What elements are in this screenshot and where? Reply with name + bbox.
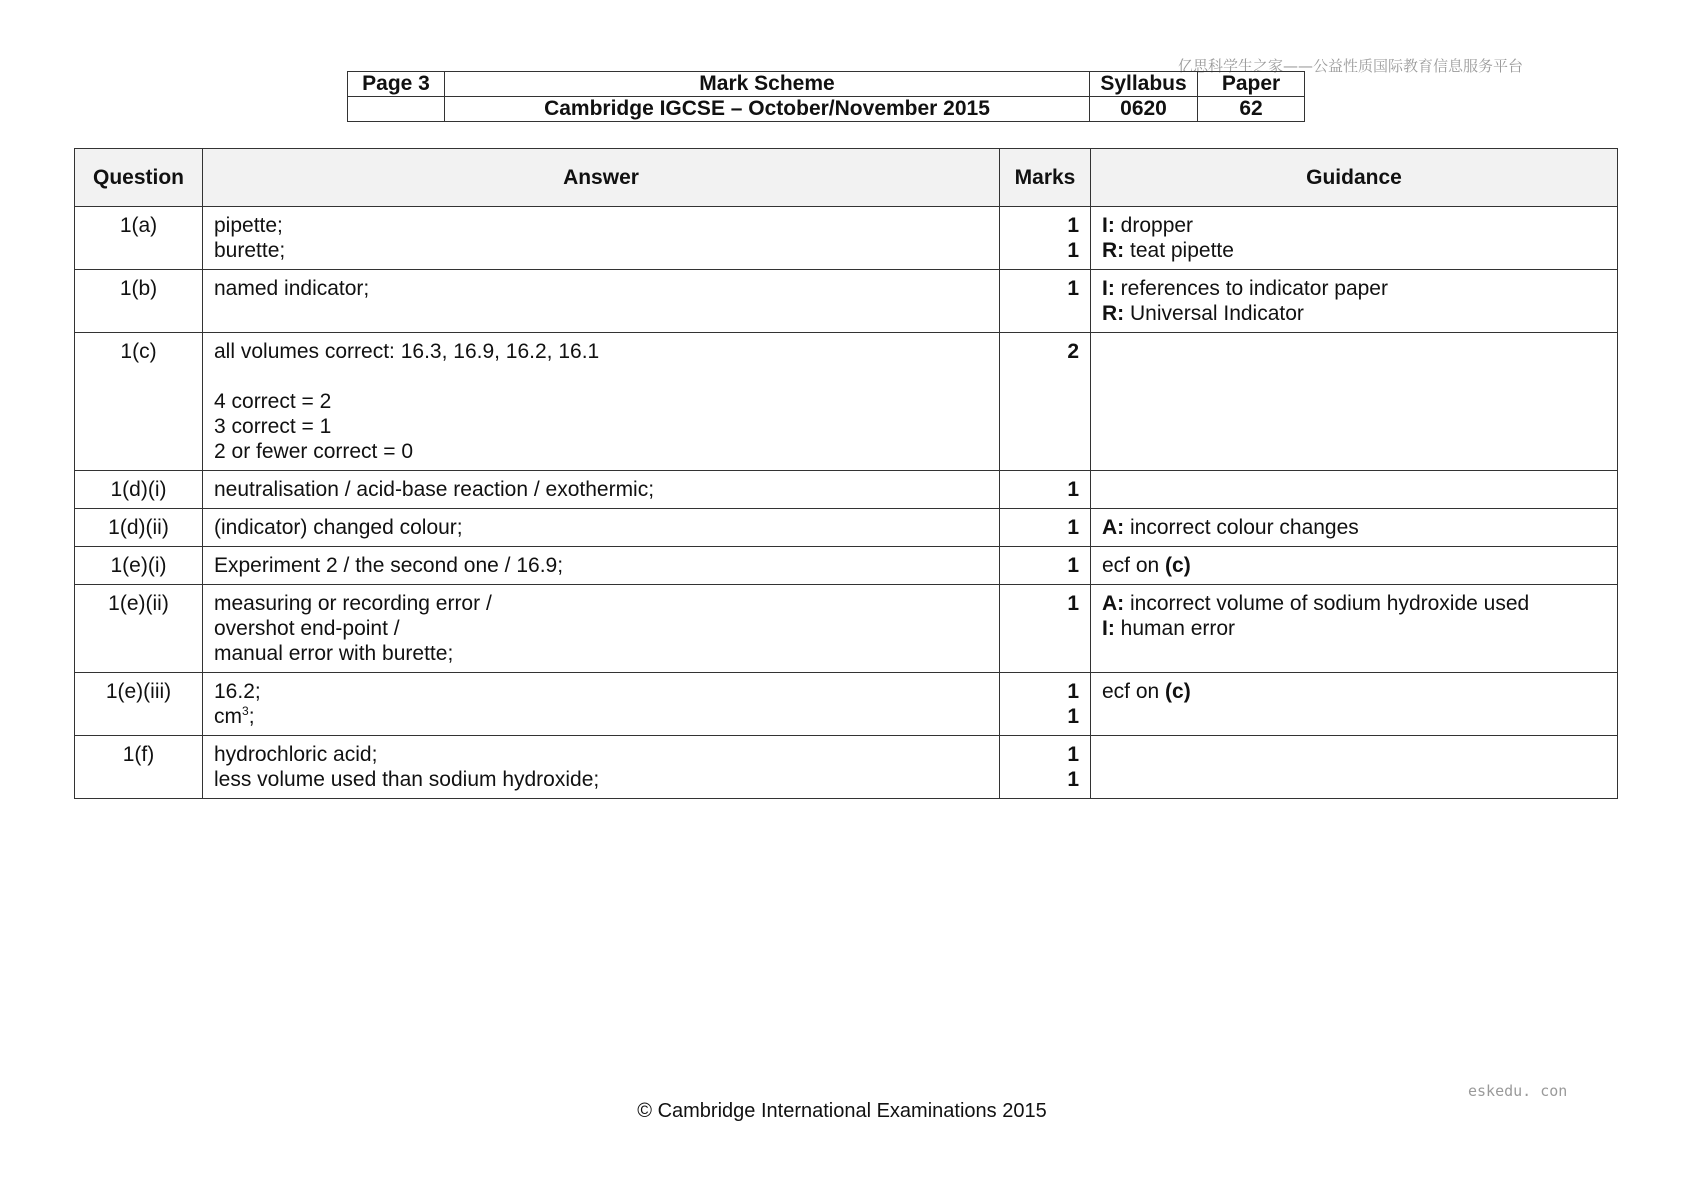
guidance-cell: ecf on (c)	[1091, 547, 1618, 585]
column-header-question: Question	[75, 149, 203, 207]
guidance-cell	[1091, 736, 1618, 799]
table-row	[75, 270, 1618, 333]
question-number: 1(e)(i)	[75, 547, 203, 585]
answer-cell: measuring or recording error / overshot end-point / manual error with burette;	[203, 585, 1000, 673]
header-title: Mark Scheme	[445, 72, 1090, 97]
header-paper-label: Paper	[1198, 72, 1305, 97]
marks-cell: 1 1	[1000, 673, 1091, 736]
question-number: 1(b)	[75, 270, 203, 333]
table-row	[75, 509, 1618, 547]
question-number: 1(d)(i)	[75, 471, 203, 509]
mark-scheme-table	[74, 148, 1618, 799]
header-page: Page 3	[348, 72, 445, 97]
question-number: 1(c)	[75, 333, 203, 471]
marks-cell: 1 1	[1000, 207, 1091, 270]
answer-cell: named indicator;	[203, 270, 1000, 333]
header-syllabus-code: 0620	[1090, 97, 1198, 122]
answer-cell: neutralisation / acid-base reaction / exothermic;	[203, 471, 1000, 509]
answer-cell: (indicator) changed colour;	[203, 509, 1000, 547]
question-number: 1(d)(ii)	[75, 509, 203, 547]
question-number: 1(e)(ii)	[75, 585, 203, 673]
answer-cell: hydrochloric acid; less volume used than sodium hydroxide;	[203, 736, 1000, 799]
answer-cell: pipette; burette;	[203, 207, 1000, 270]
header-exam: Cambridge IGCSE – October/November 2015	[445, 97, 1090, 122]
table-row	[75, 547, 1618, 585]
marks-cell: 1 1	[1000, 736, 1091, 799]
table-row	[75, 736, 1618, 799]
question-number: 1(f)	[75, 736, 203, 799]
marks-cell: 1	[1000, 547, 1091, 585]
guidance-cell: A: incorrect volume of sodium hydroxide used I: human error	[1091, 585, 1618, 673]
watermark-bottom: eskedu. con	[1468, 1082, 1568, 1100]
guidance-cell: A: incorrect colour changes	[1091, 509, 1618, 547]
answer-cell: 16.2; $cm^3$;	[203, 673, 1000, 736]
marks-cell: 1	[1000, 471, 1091, 509]
marks-cell: 1	[1000, 585, 1091, 673]
table-row	[75, 673, 1618, 736]
header-empty-cell	[348, 97, 445, 122]
answer-cell: all volumes correct: 16.3, 16.9, 16.2, 16.1 4 correct = 2 3 correct = 1 2 or fewer correct = 0	[203, 333, 1000, 471]
header-table	[347, 71, 1305, 122]
table-row	[75, 333, 1618, 471]
header-paper-number: 62	[1198, 97, 1305, 122]
watermark-top: 亿思科学生之家——公益性质国际教育信息服务平台	[1178, 57, 1524, 75]
table-row	[75, 585, 1618, 673]
header-syllabus-label: Syllabus	[1090, 72, 1198, 97]
question-number: 1(e)(iii)	[75, 673, 203, 736]
table-row	[75, 471, 1618, 509]
guidance-cell: I: dropper R: teat pipette	[1091, 207, 1618, 270]
question-number: 1(a)	[75, 207, 203, 270]
table-row	[75, 207, 1618, 270]
guidance-cell	[1091, 471, 1618, 509]
marks-cell: 1	[1000, 509, 1091, 547]
footer-copyright: © Cambridge International Examinations 2015	[637, 1100, 1047, 1122]
guidance-cell	[1091, 333, 1618, 471]
guidance-cell: I: references to indicator paper R: Universal Indicator	[1091, 270, 1618, 333]
answer-cell: Experiment 2 / the second one / 16.9;	[203, 547, 1000, 585]
column-header-guidance: Guidance	[1091, 149, 1618, 207]
column-header-answer: Answer	[203, 149, 1000, 207]
marks-cell: 1	[1000, 270, 1091, 333]
column-header-marks: Marks	[1000, 149, 1091, 207]
marks-cell: 2	[1000, 333, 1091, 471]
table-header-row	[75, 149, 1618, 207]
guidance-cell: ecf on (c)	[1091, 673, 1618, 736]
